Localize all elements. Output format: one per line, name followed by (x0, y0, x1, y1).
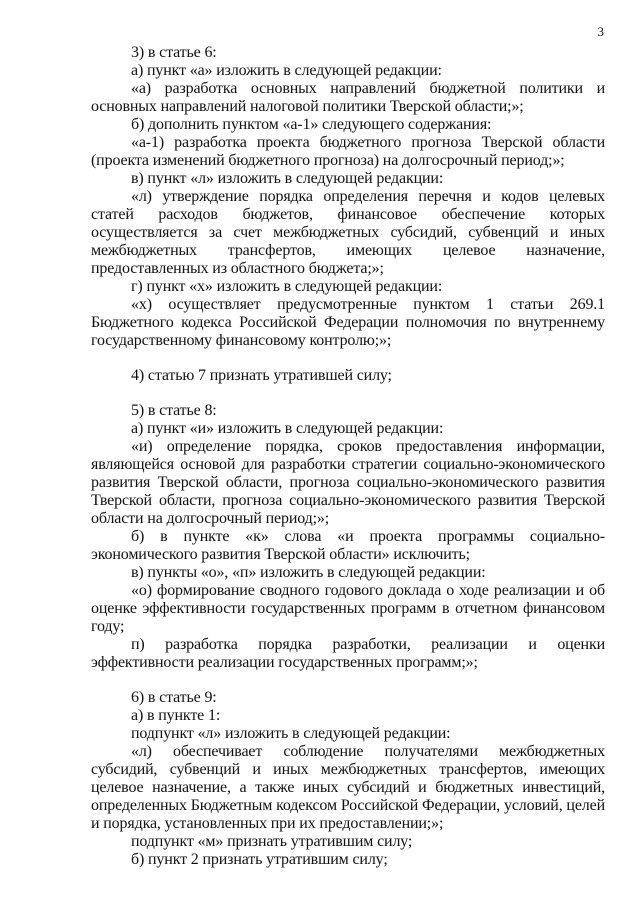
paragraph: п) разработка порядка разработки, реализации и оценки эффективности реализации государственных программ;»; (91, 636, 605, 671)
paragraph: б) дополнить пунктом «а-1» следующего содержания: (131, 116, 492, 133)
paragraph: 6) в статье 9: (131, 689, 217, 706)
paragraph: 4) статью 7 признать утратившей силу; (131, 367, 392, 384)
paragraph: б) в пункте «к» слова «и проекта программы социально-экономического развития Тверской области» исключить; (91, 528, 605, 563)
paragraph: 5) в статье 8: (131, 402, 217, 419)
paragraph: в) пункт «л» изложить в следующей редакции: (131, 170, 444, 187)
paragraph: а) пункт «и» изложить в следующей редакции: (131, 420, 444, 437)
paragraph: подпункт «м» признать утратившим силу; (131, 833, 413, 850)
paragraph: «х) осуществляет предусмотренные пунктом 1 статьи 269.1 Бюджетного кодекса Российской Федерации полномочия по внутреннему государственному финансовому контролю;»; (91, 296, 605, 349)
paragraph: «л) обеспечивает соблюдение получателями межбюджетных субсидий, субвенций и иных межбюджетных трансфертов, имеющих целевое назначение, а также иных субсидий и бюджетных инвестиций, определенных Бюджетным кодексом Российской Федерации, условий, целей и порядка, установленных при их предоставлении;»; (91, 743, 605, 832)
paragraph: 3) в статье 6: (131, 44, 217, 61)
paragraph: г) пункт «х» изложить в следующей редакции: (131, 278, 443, 295)
paragraph: «л) утверждение порядка определения перечня и кодов целевых статей расходов бюджетов, финансовое обеспечение которых осуществляется за счет межбюджетных субсидий, субвенций и иных межбюджетных трансфертов, имеющих целевое назначение, предоставленных из областного бюджета;»; (91, 188, 605, 277)
paragraph: в) пункты «о», «п» изложить в следующей редакции: (131, 564, 486, 581)
page-number: 3 (597, 24, 604, 39)
document-body (91, 44, 605, 869)
paragraph: «а) разработка основных направлений бюджетной политики и основных направлений налоговой политики Тверской области;»; (91, 80, 605, 115)
paragraph: подпункт «л» изложить в следующей редакции: (131, 725, 451, 742)
paragraph: б) пункт 2 признать утратившим силу; (131, 851, 388, 868)
paragraph: «а-1) разработка проекта бюджетного прогноза Тверской области (проекта изменений бюджетного прогноза) на долгосрочный период;»; (91, 134, 605, 169)
paragraph: а) в пункте 1: (131, 707, 221, 724)
paragraph: «и) определение порядка, сроков предоставления информации, являющейся основой для разработки стратегии социально-экономического развития Тверской области, прогноза социально-экономического развития Тверской области, прогноза социально-экономического развития Тверской области на долгосрочный период;»; (91, 438, 605, 527)
paragraph: «о) формирование сводного годового доклада о ходе реализации и об оценке эффективности государственных программ в отчетном финансовом году; (91, 582, 605, 635)
paragraph: а) пункт «а» изложить в следующей редакции: (131, 62, 442, 79)
